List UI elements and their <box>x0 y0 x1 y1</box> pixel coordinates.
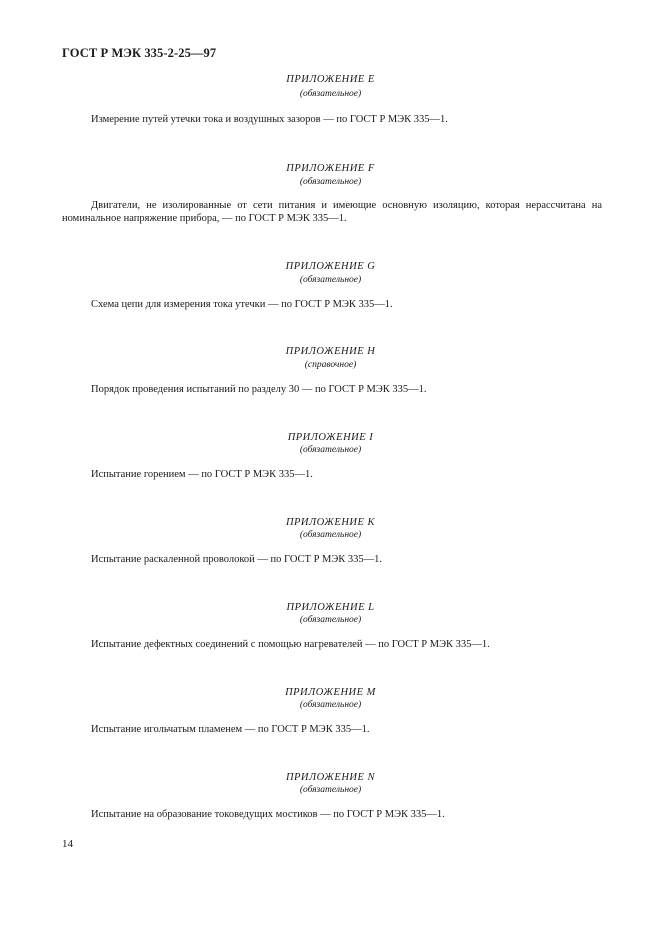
annex-m-text: Испытание игольчатым пламенем — по ГОСТ Р МЭК 335—1. <box>91 724 370 735</box>
annex-i-status: (обязательное) <box>299 445 362 455</box>
annex-i-text: Испытание горением — по ГОСТ Р МЭК 335—1. <box>91 469 313 480</box>
annex-f-status: (обязательное) <box>299 177 362 187</box>
annex-n-text: Испытание на образование токоведущих мостиков — по ГОСТ Р МЭК 335—1. <box>91 809 445 820</box>
annex-f-title: ПРИЛОЖЕНИЕ F <box>286 163 375 174</box>
annex-m-status: (обязательное) <box>299 700 362 710</box>
annex-m-title: ПРИЛОЖЕНИЕ M <box>285 687 376 698</box>
annex-e-text: Измерение путей утечки тока и воздушных зазоров — по ГОСТ Р МЭК 335—1. <box>91 114 448 125</box>
annex-g-text: Схема цепи для измерения тока утечки — по ГОСТ Р МЭК 335—1. <box>91 299 393 310</box>
annex-n-title: ПРИЛОЖЕНИЕ N <box>285 772 376 783</box>
annex-e-status: (обязательное) <box>299 89 362 99</box>
annex-l-title: ПРИЛОЖЕНИЕ L <box>286 602 375 613</box>
annex-k-status: (обязательное) <box>299 530 362 540</box>
annex-g-status: (обязательное) <box>299 275 362 285</box>
annex-l-text: Испытание дефектных соединений с помощью нагревателей — по ГОСТ Р МЭК 335—1. <box>91 639 490 650</box>
page-number: 14 <box>62 838 73 850</box>
document-header: ГОСТ Р МЭК 335-2-25—97 <box>62 46 217 60</box>
annex-k-title: ПРИЛОЖЕНИЕ K <box>285 517 376 528</box>
annex-f-text: Двигатели, не изолированные от сети питания и имеющие основную изоляцию, которая нерассчитана на номинальное напряжение прибора, — по ГОСТ Р МЭК 335—1. <box>62 200 602 224</box>
annex-k-text: Испытание раскаленной проволокой — по ГОСТ Р МЭК 335—1. <box>91 554 383 565</box>
annex-i-title: ПРИЛОЖЕНИЕ I <box>287 432 374 443</box>
annex-e-title: ПРИЛОЖЕНИЕ E <box>286 74 375 85</box>
annex-l-status: (обязательное) <box>299 615 362 625</box>
annex-h-text: Порядок проведения испытаний по разделу 30 — по ГОСТ Р МЭК 335—1. <box>91 384 427 395</box>
annex-h-title: ПРИЛОЖЕНИЕ H <box>285 346 376 357</box>
annex-n-status: (обязательное) <box>299 785 362 795</box>
annex-g-title: ПРИЛОЖЕНИЕ G <box>285 261 376 272</box>
annex-h-status: (справочное) <box>304 360 357 370</box>
